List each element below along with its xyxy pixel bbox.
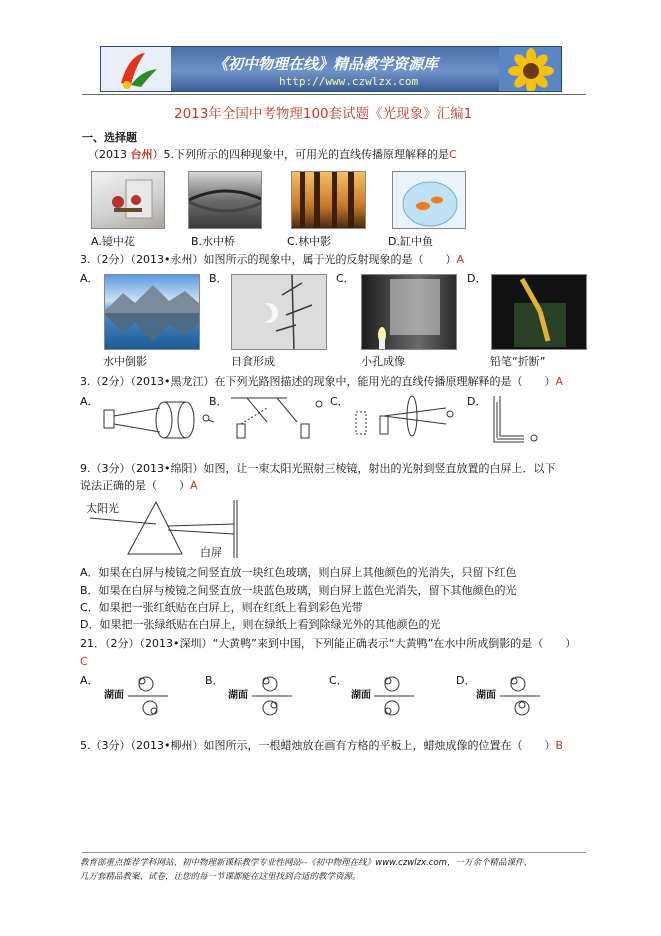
photo-bent-pencil: [491, 274, 587, 350]
question-5: 21．（2分）（2013•深圳）“大黄鸭”来到中国，下列能正确表示“大黄鸭”在水中所成倒影的是（ ）: [80, 637, 577, 650]
banner-url[interactable]: http://www.czwlzx.com: [279, 75, 419, 88]
q1-option-b: B.水中桥: [191, 235, 236, 248]
q2-letter-a: A．: [80, 272, 99, 285]
photo-bridge-reflection: [188, 171, 262, 229]
question-3: [80, 375, 563, 389]
question-1: [88, 148, 457, 162]
q5-lake-label-a: 湖面: [104, 690, 124, 701]
q3-text: 3.（2分）（2013•黑龙江）在下列光路图描述的现象中，能用光的直线传播原理解释的是（ ）: [80, 375, 556, 388]
q3-letter-d: D．: [467, 395, 487, 408]
photo-mirror-flower: [91, 171, 165, 229]
q5-answer: C: [80, 655, 88, 668]
q4-option-a: A．如果在白屏与棱镜之间竖直放一块红色玻璃，则白屏上其他颜色的光消失，只留下红色: [80, 566, 517, 579]
question-4-line1: 9.（3分）（2013•绵阳）如图，让一束太阳光照射三棱镜，射出的光射到竖直放置的白屏上．以下: [80, 462, 556, 475]
q3-letter-a: A．: [80, 395, 99, 408]
q3-diagram-b: [227, 392, 327, 444]
q1-option-a: A.镜中花: [91, 235, 135, 248]
q4-option-c: C．如果把一张红纸贴在白屏上，则在红纸上看到彩色光带: [80, 601, 363, 614]
q5-duck-d: [500, 672, 540, 722]
photo-forest-shadow: [291, 171, 366, 229]
q6-text: 5.（3分）（2013•柳州）如图所示，一根蜡烛放在画有方格的平板上，蜡烛成像的位置在（ ）: [80, 739, 556, 752]
sunflower-icon: [499, 47, 562, 92]
header-banner: [100, 46, 562, 92]
q6-answer: B: [555, 739, 564, 752]
q1-answer: C: [449, 148, 457, 161]
q5-letter-b: B．: [205, 674, 224, 687]
q5-lake-label-c: 湖面: [351, 690, 371, 701]
q5-duck-a: [128, 672, 168, 722]
q3-letter-b: B．: [209, 395, 228, 408]
q1-prefix: （2013: [88, 148, 131, 161]
q4-option-d: D．如果把一张绿纸贴在白屏上，则在绿纸上看到除绿光外的其他颜色的光: [80, 618, 441, 631]
q1-region: 台州: [130, 148, 153, 161]
photo-water-reflection: [104, 274, 200, 350]
q3-letter-c: C．: [330, 395, 349, 408]
q5-duck-b: [252, 672, 292, 722]
q2-caption-d: 铅笔“折断”: [490, 355, 546, 368]
q2-letter-b: B．: [209, 272, 228, 285]
page-title: 2013年全国中考物理100套试题《光现象》汇编1: [174, 106, 473, 122]
q5-letter-d: D．: [456, 674, 476, 687]
q2-text: 3.（2分）（2013•永州）如图所示的现象中，属于光的反射现象的是（ ）: [80, 253, 457, 266]
q5-lake-label-b: 湖面: [228, 690, 248, 701]
q3-diagram-a: [100, 392, 220, 444]
question-6: [80, 739, 563, 753]
question-4-line2: [80, 479, 198, 493]
q3-diagram-c: [346, 392, 456, 444]
photo-pinhole-image: [361, 274, 457, 350]
q4-fig-sun-label: 太阳光: [86, 502, 119, 515]
photo-solar-eclipse: [231, 274, 327, 350]
q2-caption-c: 小孔成像: [361, 355, 405, 368]
footer-line-2: 几万套精品教案、试卷，让您的每一节课都能在这里找到合适的教学资源。: [80, 872, 361, 882]
q2-letter-d: D．: [467, 272, 487, 285]
q4-fig-screen-label: 白屏: [200, 546, 222, 559]
q4-line2-text: 说法正确的是（ ）: [80, 479, 190, 492]
logo-icon: [101, 47, 171, 92]
banner-title: 《初中物理在线》精品教学资源库: [213, 55, 439, 73]
question-2: [80, 253, 464, 267]
footer-divider: [82, 852, 586, 853]
q4-option-b: B．如果在白屏与棱镜之间竖直放一块蓝色玻璃，则白屏上蓝色光消失，留下其他颜色的光: [80, 584, 517, 597]
q2-caption-a: 水中倒影: [103, 355, 147, 368]
section-title: 一、选择题: [82, 131, 137, 144]
q2-caption-b: 日食形成: [231, 355, 275, 368]
q3-diagram-d: [484, 392, 584, 452]
q4-answer: A: [190, 479, 198, 492]
q2-answer: A: [456, 253, 465, 266]
photo-fish-tank: [392, 171, 466, 229]
q1-option-c: C.林中影: [287, 235, 332, 248]
q5-lake-label-d: 湖面: [476, 690, 496, 701]
header-divider: [82, 94, 586, 95]
q3-answer: A: [555, 375, 564, 388]
footer-line-1: 教育部重点推荐学科网站、初中物理新课标教学专业性网站--《初中物理在线》www.czwlzx.com，一万余个精品课件、: [80, 858, 532, 868]
q5-letter-a: A．: [80, 674, 99, 687]
q1-option-d: D.缸中鱼: [388, 235, 433, 248]
q2-letter-c: C．: [336, 272, 355, 285]
q5-letter-c: C．: [329, 674, 348, 687]
q1-text: ）5.下列所示的四种现象中，可用光的直线传播原理解释的是: [152, 148, 449, 161]
q5-duck-c: [374, 672, 414, 722]
